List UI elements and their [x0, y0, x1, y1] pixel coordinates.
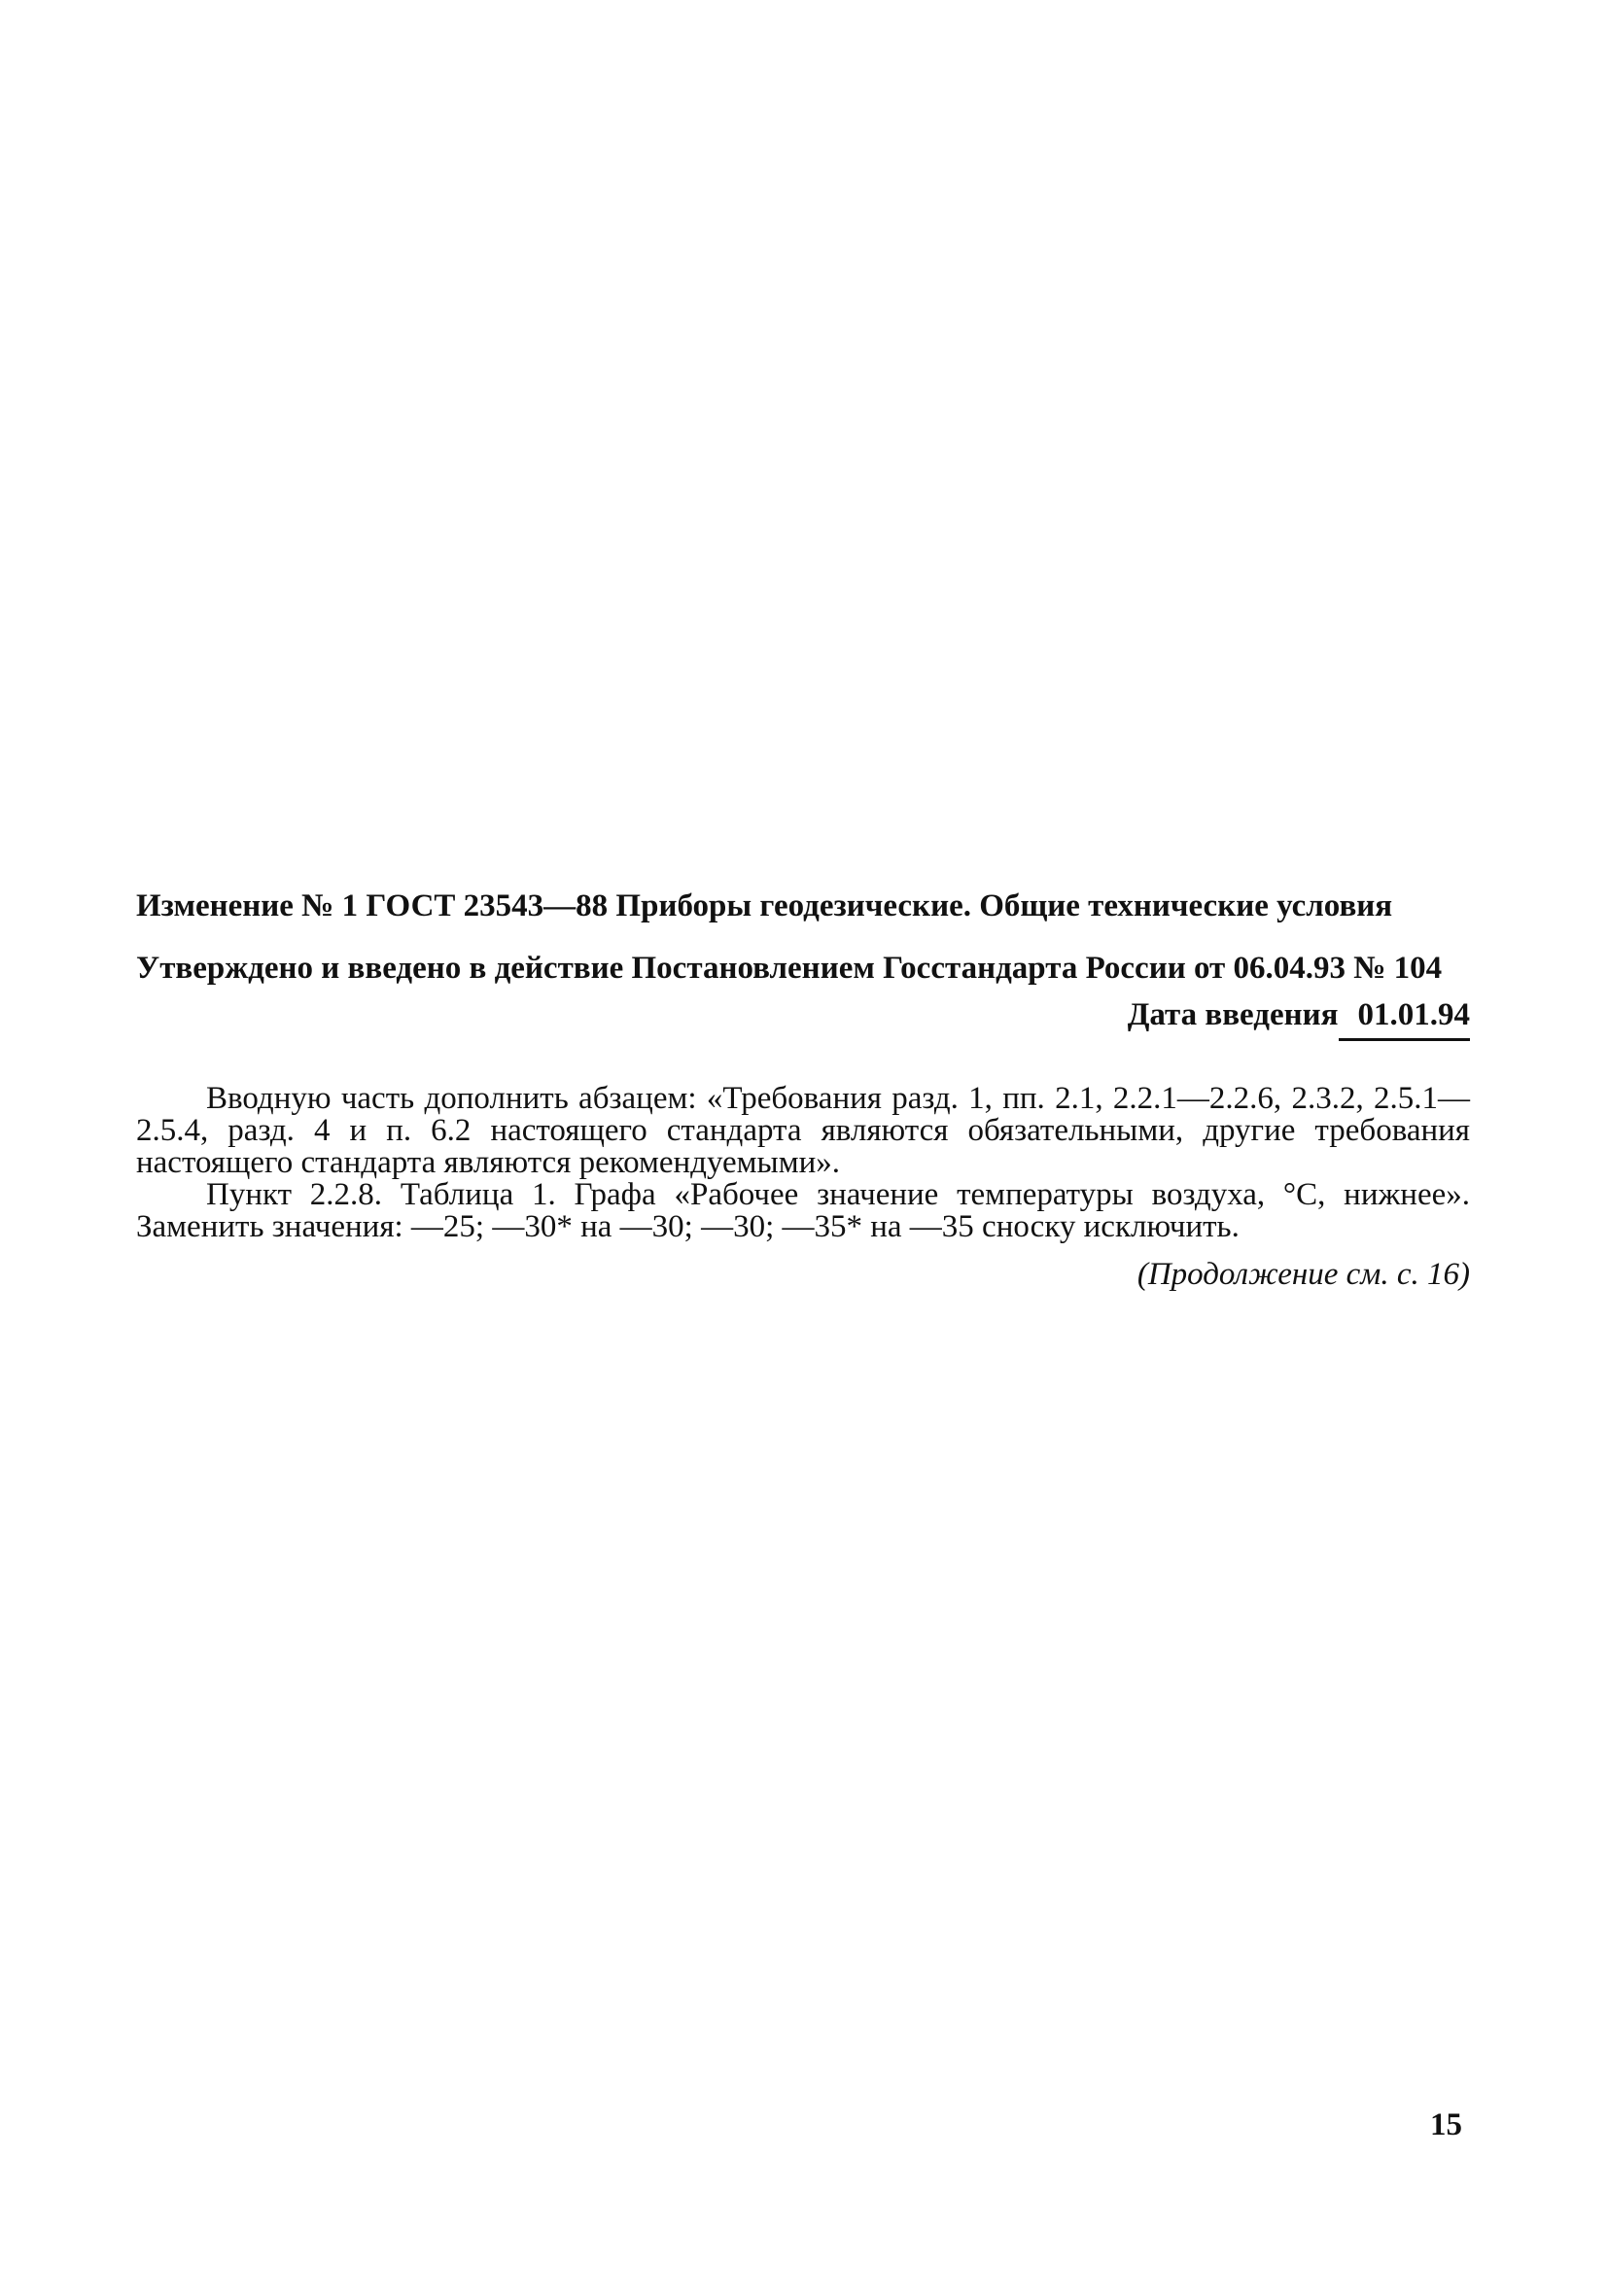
introduction-date-value: 01.01.94 — [1339, 997, 1471, 1041]
paragraph-intro-addition: Вводную часть дополнить абзацем: «Требования разд. 1, пп. 2.1, 2.2.1—2.2.6, 2.3.2, 2.5.1—2.5.4, разд. 4 и п. 6.2 настоящего стандарта являются обязательными, другие требования настоящего стандарта являются рекомендуемыми». — [136, 1081, 1470, 1180]
page-number: 15 — [1430, 2107, 1462, 2142]
introduction-date-label: Дата введения — [1127, 997, 1339, 1032]
continuation-note: (Продолжение см. с. 16) — [1136, 1257, 1470, 1292]
change-title: Изменение № 1 ГОСТ 23543—88 Приборы геодезические. Общие технические условия — [136, 888, 1393, 923]
document-body — [136, 888, 1470, 1292]
introduction-date — [136, 997, 1470, 1032]
paragraph-table-change: Пункт 2.2.8. Таблица 1. Графа «Рабочее значение температуры воздуха, °С, нижнее». Заменить значения: —25; —30* на —30; —30; —35* на —35 сноску исключить. — [136, 1177, 1470, 1244]
change-text — [136, 1083, 1470, 1243]
approval-statement: Утверждено и введено в действие Постановлением Госстандарта России от 06.04.93 № 104 — [136, 951, 1443, 986]
